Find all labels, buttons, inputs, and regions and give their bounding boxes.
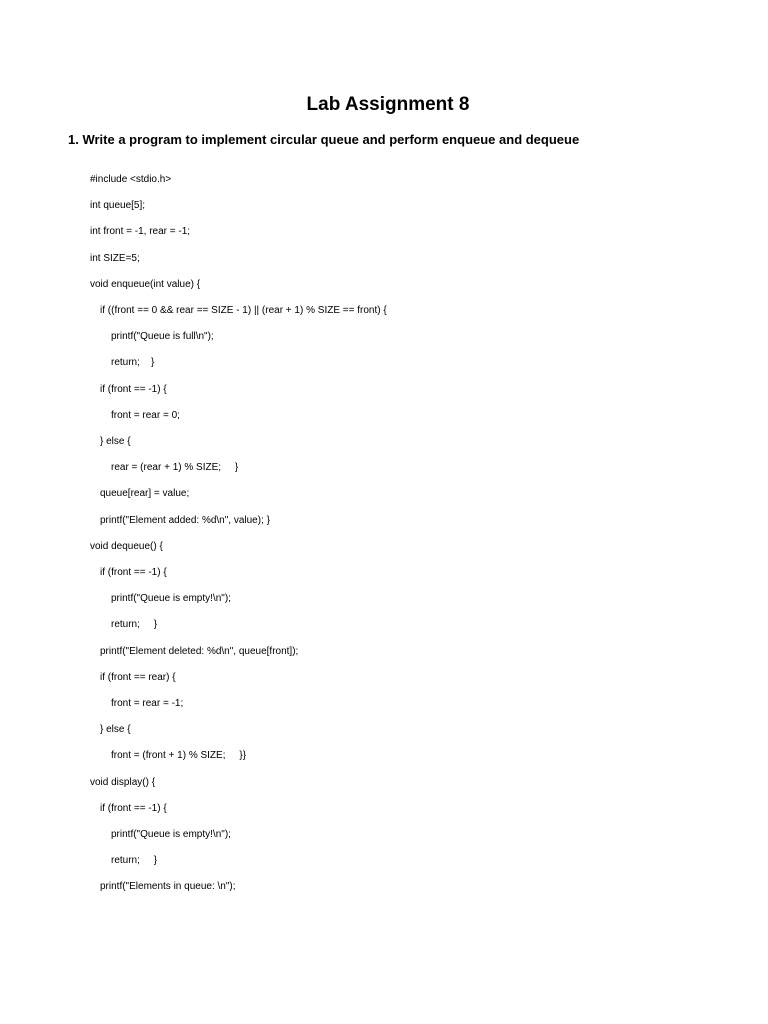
code-line: rear = (rear + 1) % SIZE; } xyxy=(111,462,239,474)
code-line: #include <stdio.h> xyxy=(90,174,172,185)
code-line: printf("Element deleted: %d\n", queue[front]); xyxy=(100,645,299,657)
question-heading: 1. Write a program to implement circular queue and perform enqueue and dequeue xyxy=(68,132,580,147)
code-line: return; } xyxy=(111,357,155,369)
code-line: queue[rear] = value; xyxy=(100,488,190,500)
code-line: int SIZE=5; xyxy=(90,252,140,264)
code-line: printf("Elements in queue: \n"); xyxy=(100,881,236,893)
code-line: } else { xyxy=(100,724,131,736)
code-line: printf("Queue is full\n"); xyxy=(111,331,214,343)
code-line: front = rear = 0; xyxy=(111,409,180,421)
code-line: if (front == -1) { xyxy=(100,567,167,578)
code-line: void enqueue(int value) { xyxy=(90,278,201,290)
code-line: printf("Element added: %d\n", value); } xyxy=(100,514,270,526)
page-title: Lab Assignment 8 xyxy=(306,94,470,115)
code-line: } else { xyxy=(100,436,131,447)
code-line: front = (front + 1) % SIZE; }} xyxy=(111,750,247,762)
code-line: if (front == -1) { xyxy=(100,802,167,814)
code-line: if (front == -1) { xyxy=(100,383,167,395)
code-line: int front = -1, rear = -1; xyxy=(90,226,191,238)
code-line: return; } xyxy=(111,619,158,631)
code-line: if ((front == 0 && rear == SIZE - 1) || (rear + 1) % SIZE == front) { xyxy=(100,305,387,316)
code-line: printf("Queue is empty!\n"); xyxy=(111,593,231,605)
code-line: front = rear = -1; xyxy=(111,698,184,709)
code-line: int queue[5]; xyxy=(90,200,146,212)
code-line: if (front == rear) { xyxy=(100,671,176,683)
code-line: return; } xyxy=(111,855,158,867)
code-line: void display() { xyxy=(90,776,156,788)
code-line: printf("Queue is empty!\n"); xyxy=(111,829,231,840)
code-line: void dequeue() { xyxy=(90,540,163,552)
